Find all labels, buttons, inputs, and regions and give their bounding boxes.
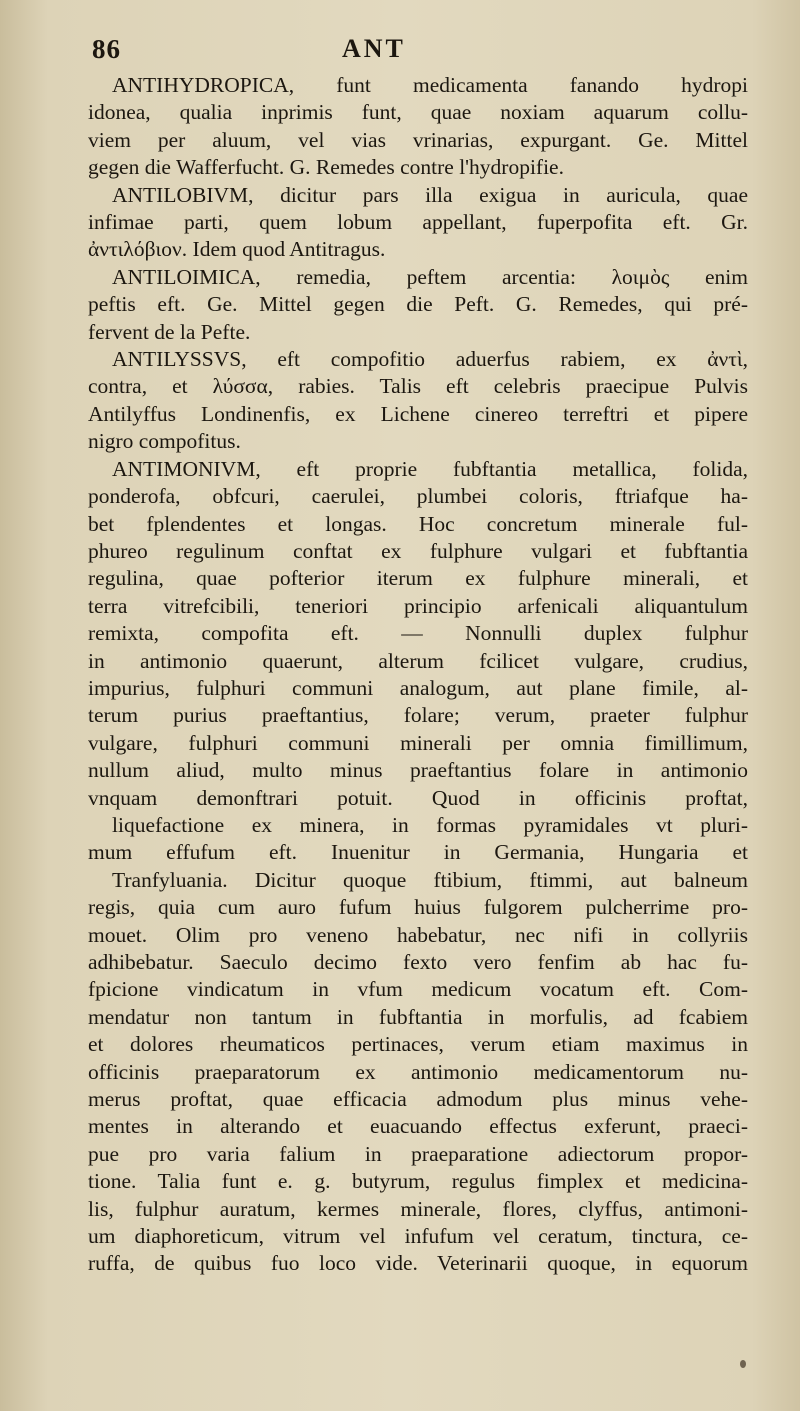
running-head: ANT: [342, 34, 406, 63]
text-line: et dolores rheumaticos pertinaces, verum etiam maximus in: [88, 1032, 748, 1057]
text-line: peftis eft. Ge. Mittel gegen die Peft. G. Remedes, qui pré-: [88, 292, 748, 317]
text-line: ruffa, de quibus fuo loco vide. Veterinarii quoque, in equorum: [88, 1251, 748, 1276]
body-text: [88, 72, 748, 1278]
text-line: idonea, qualia inprimis funt, quae noxiam aquarum collu-: [88, 100, 748, 125]
page-header: [92, 34, 712, 74]
text-line: merus proftat, quae efficacia admodum plus minus vehe-: [88, 1087, 748, 1112]
text-line: adhibebatur. Saeculo decimo fexto vero fenfim ab hac fu-: [88, 950, 748, 974]
text-line: ἀντιλόβιον. Idem quod Antitragus.: [88, 237, 386, 262]
text-line: vulgare, fulphuri communi minerali per omnia fimillimum,: [88, 730, 748, 755]
text-line: um diaphoreticum, vitrum vel infufum vel ceratum, tinctura, ce-: [88, 1224, 748, 1249]
text-line: regulina, quae pofterior iterum ex fulphure minerali, et: [88, 566, 748, 591]
text-line: tione. Talia funt e. g. butyrum, regulus fimplex et medicina-: [88, 1169, 748, 1194]
text-line: ANTILYSSVS, eft compofitio aduerfus rabiem, ex ἀντὶ,: [112, 347, 748, 372]
text-line: lis, fulphur auratum, kermes minerale, flores, clyffus, antimoni-: [88, 1196, 748, 1221]
text-line: liquefactione ex minera, in formas pyramidales vt pluri-: [112, 812, 748, 837]
text-line: remixta, compofita eft. — Nonnulli duplex fulphur: [88, 621, 748, 646]
text-line: infimae parti, quem lobum appellant, fuperpofita eft. Gr.: [88, 210, 748, 235]
text-line: regis, quia cum auro fufum huius fulgorem pulcherrime pro-: [88, 895, 748, 920]
text-line: nigro compofitus.: [88, 429, 241, 454]
text-line: impurius, fulphuri communi analogum, aut plane fimile, al-: [88, 675, 748, 700]
text-line: mendatur non tantum in fubftantia in morfulis, ad fcabiem: [88, 1004, 748, 1029]
text-line: ANTIHYDROPICA, funt medicamenta fanando hydropi: [112, 73, 748, 97]
text-line: terum purius praeftantius, folare; verum, praeter fulphur: [88, 703, 748, 728]
text-line: vnquam demonftrari potuit. Quod in officinis proftat,: [88, 785, 748, 810]
text-line: nullum aliud, multo minus praeftantius folare in antimonio: [88, 758, 748, 783]
text-line: pue pro varia falium in praeparatione adiectorum propor-: [88, 1141, 748, 1166]
text-line: gegen die Wafferfucht. G. Remedes contre l'hydropifie.: [88, 155, 564, 180]
text-line: ANTIMONIVM, eft proprie fubftantia metallica, folida,: [112, 456, 748, 481]
text-line: viem per aluum, vel vias vrinarias, expurgant. Ge. Mittel: [88, 127, 748, 152]
text-line: mentes in alterando et euacuando effectus exferunt, praeci-: [88, 1114, 748, 1139]
page-number: 86: [92, 34, 121, 64]
text-line: contra, et λύσσα, rabies. Talis eft celebris praecipue Pulvis: [88, 374, 748, 399]
text-line: phureo regulinum conftat ex fulphure vulgari et fubftantia: [88, 538, 748, 563]
text-line: ponderofa, obfcuri, caerulei, plumbei coloris, ftriafque ha-: [88, 484, 748, 509]
text-line: fpicione vindicatum in vfum medicum vocatum eft. Com-: [88, 977, 748, 1002]
text-line: Antilyffus Londinenfis, ex Lichene cinereo terreftri et pipere: [88, 401, 748, 426]
text-line: terra vitrefcibili, teneriori principio arfenicali aliquantulum: [88, 593, 748, 618]
text-line: fervent de la Pefte.: [88, 319, 251, 344]
text-line: Tranfyluania. Dicitur quoque ftibium, ftimmi, aut balneum: [112, 867, 748, 892]
text-line: mum effufum eft. Inuenitur in Germania, Hungaria et: [88, 840, 748, 865]
text-line: ANTILOIMICA, remedia, peftem arcentia: λοιμὸς enim: [112, 264, 748, 289]
text-line: ANTILOBIVM, dicitur pars illa exigua in auricula, quae: [112, 182, 748, 207]
text-line: mouet. Olim pro veneno habebatur, nec nifi in collyriis: [88, 922, 748, 947]
text-line: officinis praeparatorum ex antimonio medicamentorum nu-: [88, 1059, 748, 1084]
text-line: bet fplendentes et longas. Hoc concretum minerale ful-: [88, 511, 748, 536]
ink-speck: [740, 1360, 746, 1368]
text-line: in antimonio quaerunt, alterum fcilicet vulgare, crudius,: [88, 648, 748, 673]
